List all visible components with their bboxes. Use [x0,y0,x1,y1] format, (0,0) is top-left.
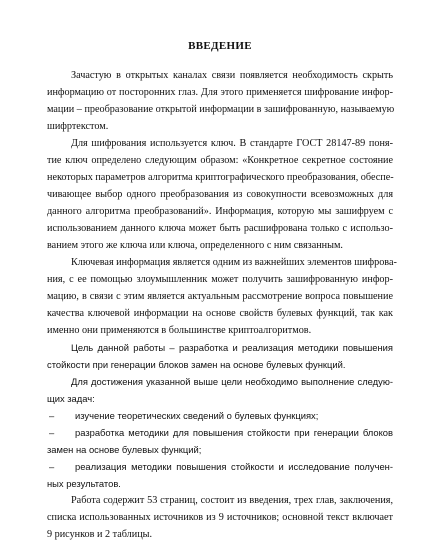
list-item-continuation: замен на основе булевых функций; [47,444,202,455]
page-title: ВВЕДЕНИЕ [188,40,252,52]
paragraph-line: Зачастую в открытых каналах связи появляется необходимость скрыть [71,70,393,81]
paragraph-line: некоторых параметров алгоритма криптографического преобразования, обеспе- [47,172,394,183]
paragraph-line: Цель данной работы – разработка и реализация методики повышения [71,342,393,353]
paragraph-line: качества ключевой информации на основе свойств булевых функций, так как [47,308,393,319]
paragraph-line: мации – преобразование открытой информации в зашифрованную, называемую [47,104,395,115]
list-dash: – [49,427,55,438]
paragraph-line: ния, с ее помощью злоумышленник может получить зашифрованную инфор- [47,274,393,285]
paragraph-line: ванием этого же ключа или ключа, определенного с ним связанным. [47,240,343,251]
list-item [47,458,393,475]
paragraph-line: мацию, в связи с этим является актуальным рассмотрение вопроса повышение [47,291,393,302]
paragraph-line: Для достижения указанной выше цели необходимо выполнение следую- [71,376,393,387]
paragraph-line: 9 рисунков и 2 таблицы. [47,529,153,540]
list-item-text: разработка методики для повышения стойкости при генерации блоков [75,427,393,438]
list-item [47,407,393,424]
paragraph-line: Ключевая информация является одним из важнейших элементов шифрова- [71,257,397,268]
document-page [47,0,397,554]
paragraph-line: данного алгоритма преобразований». Информация, которую мы зашифруем с [47,206,393,217]
paragraph-line: шифртекстом. [47,121,109,132]
paragraph-line: использованием данного ключа может быть расшифрована только с использо- [47,223,393,234]
list-dash: – [49,410,55,421]
list-item-text: изучение теоретических сведений о булевых функциях; [75,410,319,421]
paragraph-line: тие ключ определено следующим образом: «Конкретное секретное состояние [47,155,393,166]
paragraph-line: стойкости при генерации блоков замен на основе булевых функций. [47,359,346,370]
paragraph-line: щих задач: [47,393,95,404]
paragraph-line: списка использованных источников из 9 источников; основной текст включает [47,512,393,523]
paragraph-line: чивающее выбор одного преобразования из совокупности всевозможных для [47,189,393,200]
list-item [47,424,393,441]
list-item-text: реализация методики повышения стойкости и исследование получен- [75,461,393,472]
paragraph-line: именно они применяются в большинстве криптоалгоритмов. [47,325,312,336]
paragraph-line: Работа содержит 53 страниц, состоит из введения, трех глав, заключения, [71,495,393,506]
paragraph-line: Для шифрования используется ключ. В стандарте ГОСТ 28147-89 поня- [71,138,393,149]
list-item-continuation: ных результатов. [47,478,121,489]
paragraph-line: информацию от посторонних глаз. Для этого применяется шифрование инфор- [47,87,393,98]
list-dash: – [49,461,55,472]
